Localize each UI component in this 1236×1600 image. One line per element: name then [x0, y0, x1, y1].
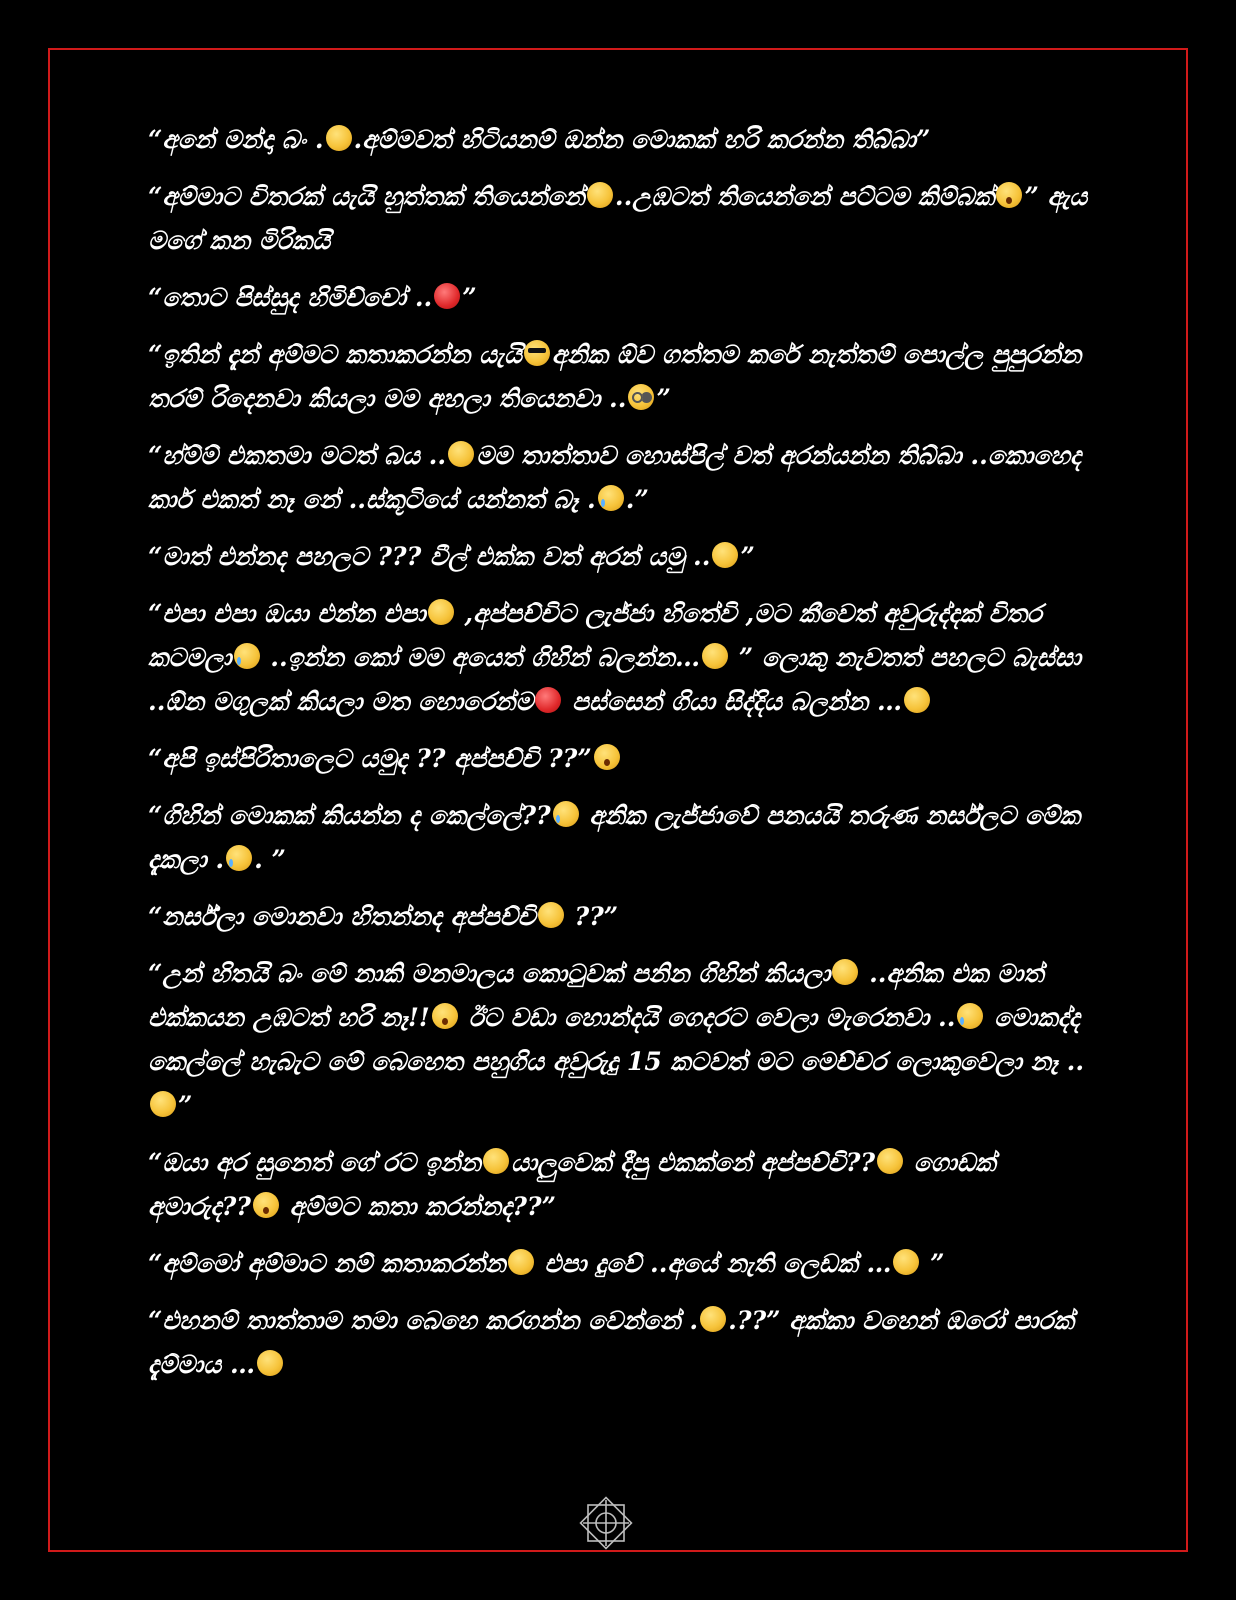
text-segment: ” ඇය මගේ කන මිරිකයි [148, 182, 1088, 255]
text-segment: “නර්ස්ලා මොනවා හිතන්නද අප්පච්චි [148, 902, 536, 931]
dialogue-paragraph [148, 737, 1098, 781]
dialogue-paragraph [148, 175, 1098, 263]
text-segment: ඊට වඩා හොන්දයි ගෙදරට වෙලා මැරෙනවා .. [459, 1003, 956, 1032]
text-segment: “එහනම් තාත්තාම තමා බෙහෙ කරගන්න වෙන්නේ . [148, 1306, 699, 1335]
dialogue-paragraph [148, 895, 1098, 939]
text-segment: පස්සෙන් ගියා සිද්දිය බලන්න … [563, 687, 902, 716]
text-segment: ..ඉන්න කෝ මම අයෙත් ගිහින් බලන්න… [261, 643, 701, 672]
text-segment: “මාත් එන්නද පහලට ??? වීල් එක්ක වත් අරන් යමු .. [148, 542, 711, 571]
expressionless-emoji-icon [257, 1350, 283, 1376]
text-segment: ” [740, 542, 755, 571]
text-segment: “ඔයා අර සුනෙත් ගේ රට ඉන්න [148, 1148, 481, 1177]
text-segment: .” [625, 485, 649, 514]
text-segment: ” [656, 384, 671, 413]
text-segment: “අනේ මන්දා බං . [148, 125, 324, 154]
grinning-emoji-icon [712, 542, 738, 568]
text-segment: .අම්මවත් හිටියනම් ඔන්න මොකක් හරි කරන්න තිබ්බා” [353, 125, 931, 154]
angry-emoji-icon [535, 687, 561, 713]
text-segment: අනික ලැජ්ජාවේ පනයයි තරුණ නර්ස්ලට මේක දැකලා . [148, 801, 1081, 874]
text-segment: “අම්මාට විතරක් යැයි හුත්තක් තියෙන්නේ [148, 182, 585, 211]
text-segment: .??” අක්කා වහෙන් ඔරෝ පාරක් දැම්මාය … [148, 1306, 1074, 1379]
text-segment: ” [462, 283, 477, 312]
text-segment: යාලුවෙක් දීපු එකක්නේ අප්පච්චි?? [510, 1148, 876, 1177]
neutral-emoji-icon [877, 1148, 903, 1174]
dialogue-paragraph [148, 1299, 1098, 1387]
ornament-logo-icon [575, 1492, 637, 1554]
text-segment: ,අප්පච්චිට ලැජ්ජා හිතේවි ,මට කීවෙත් අවුරුද්දක් විතර කටමලා [148, 599, 1042, 672]
text-segment: මොකද්ද කෙල්ලේ හැබැට මේ බෙහෙත පහුගිය අවුරුදු 15 කටවත් මට මෙච්චර ලොකුවෙලා නෑ .. [148, 1003, 1085, 1076]
text-segment: “අපි ඉස්පිරිතාලෙට යමුද ?? අප්පච්චි ??” [148, 744, 592, 773]
sunglasses-emoji-icon [524, 340, 550, 366]
text-segment: අම්මට කතා කරන්නද??” [280, 1192, 556, 1221]
text-segment: ” [178, 1091, 193, 1120]
dialogue-paragraph [148, 333, 1098, 421]
text-segment: එපා දුවේ ..අයේ නැති ලෙඩක් … [535, 1249, 892, 1278]
text-segment: මම තාත්තාව හොස්පිල් වත් අරන්යන්න තිබ්බා ..කොහෙද කාර් එකත් නෑ නේ ..ස්කූටියේ යන්නත් බෑ . [148, 441, 1082, 514]
laughing-emoji-icon [428, 599, 454, 625]
text-segment: ..උඹටත් තියෙන්නේ පට්ටම කිම්බක් [614, 182, 995, 211]
screaming-emoji-icon [594, 744, 620, 770]
text-segment: ??” [565, 902, 619, 931]
fearful-emoji-icon [702, 643, 728, 669]
shocked-emoji-icon [996, 182, 1022, 208]
confused-emoji-icon [326, 125, 352, 151]
dialogue-paragraph [148, 592, 1098, 724]
dialogue-paragraph [148, 952, 1098, 1128]
frowning-emoji-icon [904, 687, 930, 713]
unamused-emoji-icon [448, 441, 474, 467]
sweat-emoji-icon [234, 643, 260, 669]
dialogue-paragraph [148, 535, 1098, 579]
text-segment: “උන් හිතයි බං මේ නාකි මනමාලය කොටුවක් පනින ගිහින් කියලා [148, 959, 831, 988]
crying-emoji-icon [957, 1003, 983, 1029]
dialogue-paragraph [148, 1141, 1098, 1229]
nerd-emoji-icon [628, 384, 654, 410]
hushed-emoji-icon [508, 1249, 534, 1275]
slight-frown-emoji-icon [700, 1306, 726, 1332]
story-text [148, 118, 1098, 1400]
text-segment: ” [921, 1249, 945, 1278]
smirk-emoji-icon [587, 182, 613, 208]
shocked-emoji-icon [432, 1003, 458, 1029]
text-segment: ” ලොකු නැවතත් පහලට බැස්සා ..ඕන මගුලක් කියලා මත හොරෙන්ම [148, 643, 1082, 716]
text-segment: “ඉතින් දැන් අම්මට කතාකරන්න යැයි [148, 340, 522, 369]
surprised-emoji-icon [253, 1192, 279, 1218]
grinning-emoji-icon [150, 1091, 176, 1117]
dialogue-paragraph [148, 434, 1098, 522]
dialogue-paragraph [148, 276, 1098, 320]
angry-emoji-icon [434, 283, 460, 309]
sad-tear-emoji-icon [553, 801, 579, 827]
downcast-sweat-emoji-icon [226, 845, 252, 871]
text-segment: “එපා එපා ඔයා එන්න එපා [148, 599, 426, 628]
text-segment: “ගිහින් මොකක් කියන්න ද කෙල්ලේ?? [148, 801, 551, 830]
dialogue-paragraph [148, 118, 1098, 162]
fearful-emoji-icon [483, 1148, 509, 1174]
smirk-emoji-icon [832, 959, 858, 985]
text-segment: ..අනික එක මාත් එක්කයන උඹටත් හරි නෑ!! [148, 959, 1044, 1032]
text-segment: ගොඩක් අමාරුද?? [148, 1148, 996, 1221]
text-segment: “හ්ම්ම් එකතමා මටත් බය .. [148, 441, 447, 470]
text-segment: අනික ඕව ගත්තම කරේ නැත්තම් පොල්ල පුපුරන්න තරම් රිදෙනවා කියලා මම අහලා තියෙනවා .. [148, 340, 1082, 413]
dialogue-paragraph [148, 794, 1098, 882]
text-segment: . ” [254, 845, 286, 874]
rolling-eyes-emoji-icon [538, 902, 564, 928]
crying-emoji-icon [598, 485, 624, 511]
persevere-emoji-icon [893, 1249, 919, 1275]
text-segment: “තොට පිස්සුද හිමිච්චෝ .. [148, 283, 433, 312]
text-segment: “අම්මෝ අම්මාට නම් කතාකරන්න [148, 1249, 506, 1278]
dialogue-paragraph [148, 1242, 1098, 1286]
